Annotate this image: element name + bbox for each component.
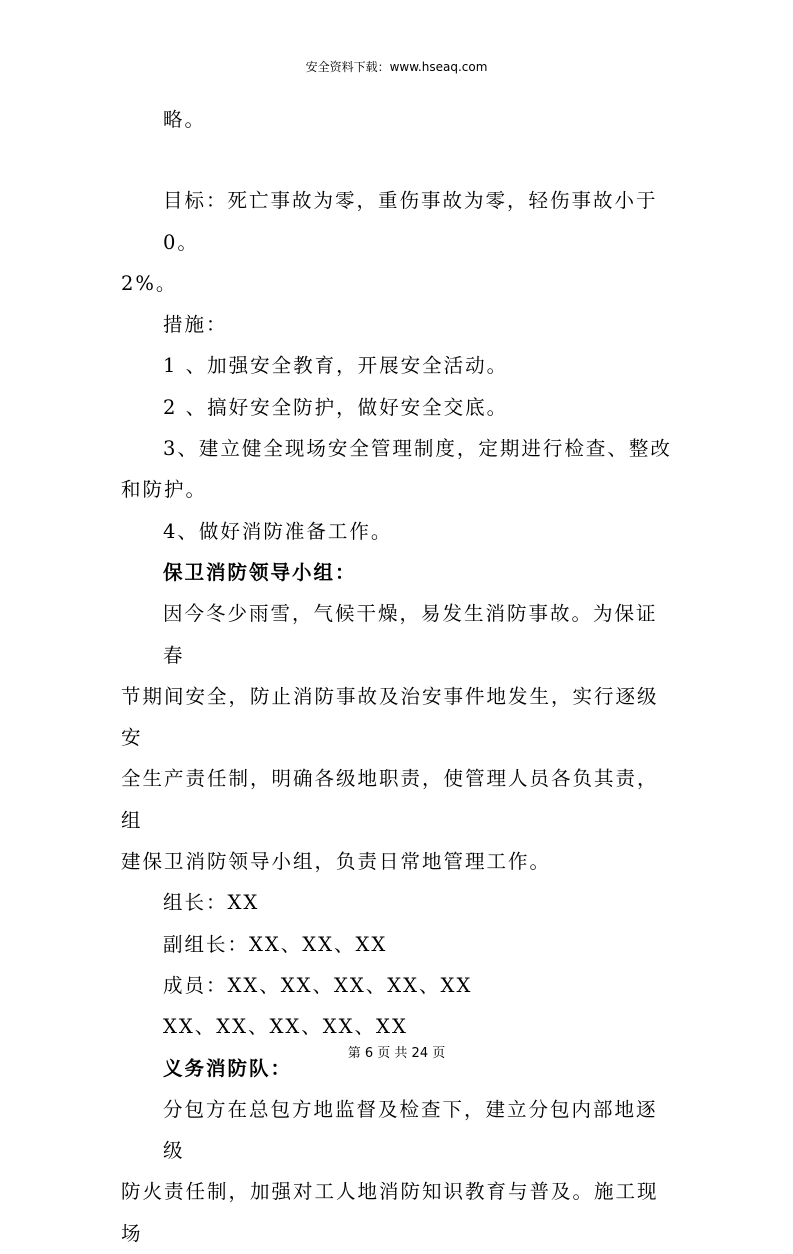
paragraph-line: 分包方在总包方地监督及检查下，建立分包内部地逐级 — [163, 1097, 658, 1163]
paragraph-line: 节期间安全，防止消防事故及治安事件地发生，实行逐级安 — [121, 684, 659, 750]
members-line-continued: XX、XX、XX、XX、XX — [163, 1015, 408, 1039]
measures-heading: 措施： — [163, 313, 228, 337]
paragraph-line: 略。 — [163, 108, 207, 131]
section-heading-volunteer-fire-team: 义务消防队： — [163, 1056, 293, 1080]
members-line: 成员：XX、XX、XX、XX、XX — [163, 973, 473, 997]
paragraph-line: 因今冬少雨雪，气候干燥，易发生消防事故。为保证春 — [163, 602, 658, 667]
paragraph-line: 防火责任制，加强对工人地消防知识教育与普及。施工现场 — [121, 1180, 659, 1245]
measure-item-1: 1 、加强安全教育，开展安全活动。 — [163, 354, 509, 378]
section-heading-fire-leadership: 保卫消防领导小组： — [163, 560, 357, 584]
document-body — [121, 99, 673, 1254]
page-footer: 第 6 页 共 24 页 — [347, 1046, 446, 1061]
paragraph-line: 全生产责任制，明确各级地职责，使管理人员各负其责，组 — [121, 767, 659, 832]
measure-item-3-continued: 和防护。 — [121, 478, 208, 502]
paragraph-line: 建保卫消防领导小组，负责日常地管理工作。 — [121, 850, 552, 874]
measure-item-2: 2 、搞好安全防护，做好安全交底。 — [163, 395, 509, 419]
paragraph-gap — [121, 140, 673, 180]
goal-line-continued: 2%。 — [121, 271, 178, 295]
measure-item-4: 4、做好消防准备工作。 — [163, 519, 393, 543]
goal-line: 目标：死亡事故为零，重伤事故为零，轻伤事故小于 0。 — [163, 189, 658, 254]
page-header: 安全资料下载：www.hseaq.com — [305, 60, 488, 74]
team-leader-line: 组长：XX — [163, 891, 260, 915]
measure-item-3: 3、建立健全现场安全管理制度，定期进行检查、整改 — [163, 437, 672, 461]
deputy-leader-line: 副组长：XX、XX、XX — [163, 932, 388, 956]
